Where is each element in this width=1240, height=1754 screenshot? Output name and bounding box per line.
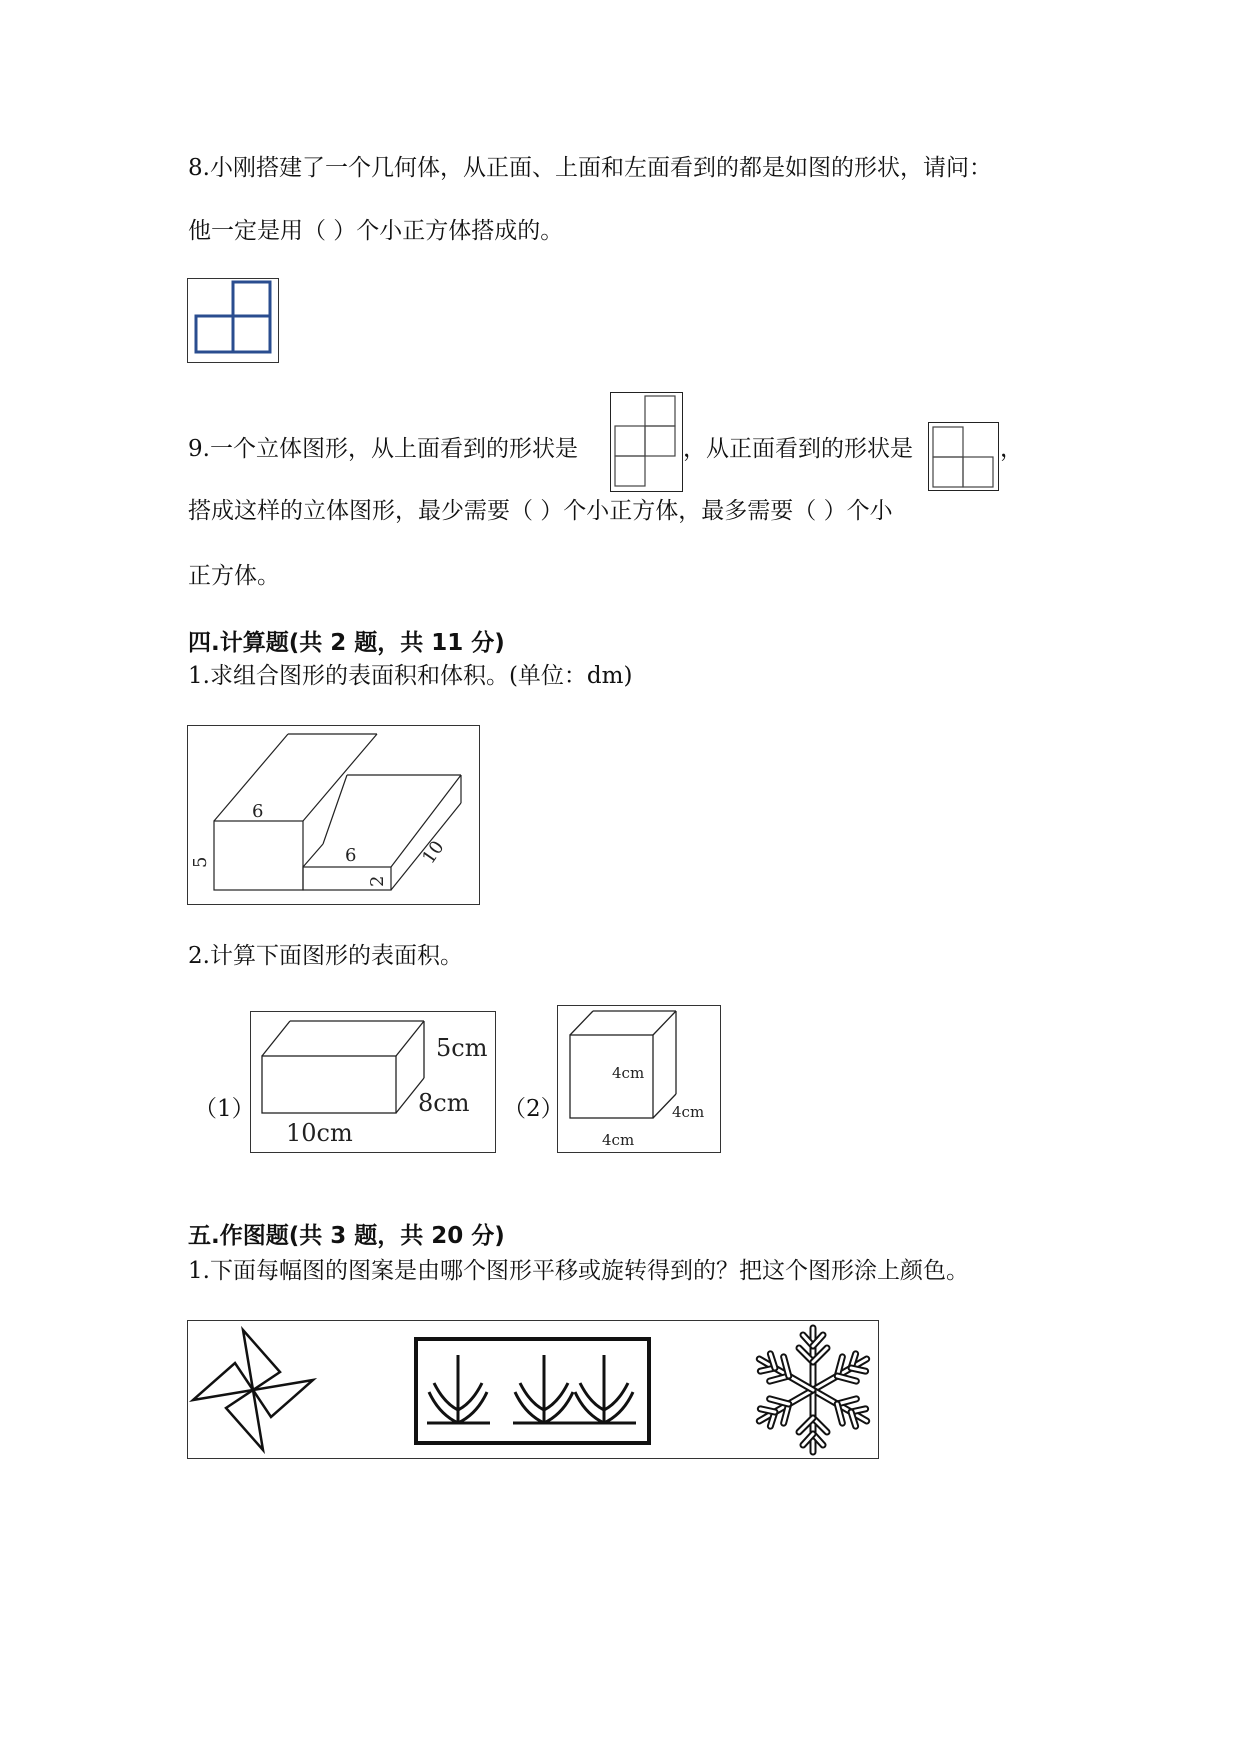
q8-line1: 8.小刚搭建了一个几何体，从正面、上面和左面看到的都是如图的形状，请问： bbox=[188, 155, 992, 181]
composite-label-step-height: 2 bbox=[367, 875, 388, 887]
cube-label-side: 4cm bbox=[672, 1103, 705, 1121]
q9-line1-c: ， bbox=[1000, 436, 1023, 462]
section4-heading: 四.计算题(共 2 题，共 11 分) bbox=[188, 630, 505, 656]
section5-heading: 五.作图题(共 3 题，共 20 分) bbox=[188, 1223, 505, 1249]
q9-top-view-figure bbox=[610, 392, 683, 492]
cuboid-label-height: 5cm bbox=[436, 1034, 488, 1062]
section4-q2: 2.计算下面图形的表面积。 bbox=[188, 943, 463, 969]
cuboid-label-length: 10cm bbox=[286, 1119, 353, 1147]
q8-line2: 他一定是用（ ）个小正方体搭成的。 bbox=[188, 218, 564, 244]
snowflake-pattern bbox=[752, 1328, 873, 1452]
cube-figure bbox=[557, 1005, 721, 1153]
cube-label-front: 4cm bbox=[612, 1064, 645, 1082]
composite-label-step: 6 bbox=[345, 845, 357, 866]
q9-line3: 正方体。 bbox=[188, 563, 280, 589]
patterns-figure bbox=[187, 1320, 879, 1459]
fig2-label-1: （1） bbox=[194, 1096, 255, 1122]
composite-label-length: 10 bbox=[418, 837, 449, 868]
cuboid-label-width: 8cm bbox=[418, 1089, 470, 1117]
q9-line1-b: ，从正面看到的形状是 bbox=[683, 436, 913, 462]
composite-label-height: 5 bbox=[190, 856, 211, 868]
cube-label-bottom: 4cm bbox=[602, 1131, 635, 1149]
section4-q1: 1.求组合图形的表面积和体积。(单位：dm) bbox=[188, 663, 633, 689]
q9-line2: 搭成这样的立体图形，最少需要（ ）个小正方体，最多需要（ ）个小 bbox=[188, 498, 893, 524]
q9-front-view-figure bbox=[928, 422, 999, 491]
cuboid-figure bbox=[250, 1011, 496, 1153]
section5-q1: 1.下面每幅图的图案是由哪个图形平移或旋转得到的？把这个图形涂上颜色。 bbox=[188, 1258, 969, 1284]
fig2-label-2: （2） bbox=[503, 1096, 564, 1122]
composite-label-top: 6 bbox=[252, 801, 264, 822]
q9-line1-a: 9.一个立体图形，从上面看到的形状是 bbox=[188, 436, 578, 462]
grass-pattern bbox=[416, 1339, 649, 1443]
pinwheel-pattern bbox=[193, 1330, 313, 1450]
composite-solid-figure bbox=[187, 725, 480, 905]
q8-view-figure bbox=[187, 278, 279, 363]
